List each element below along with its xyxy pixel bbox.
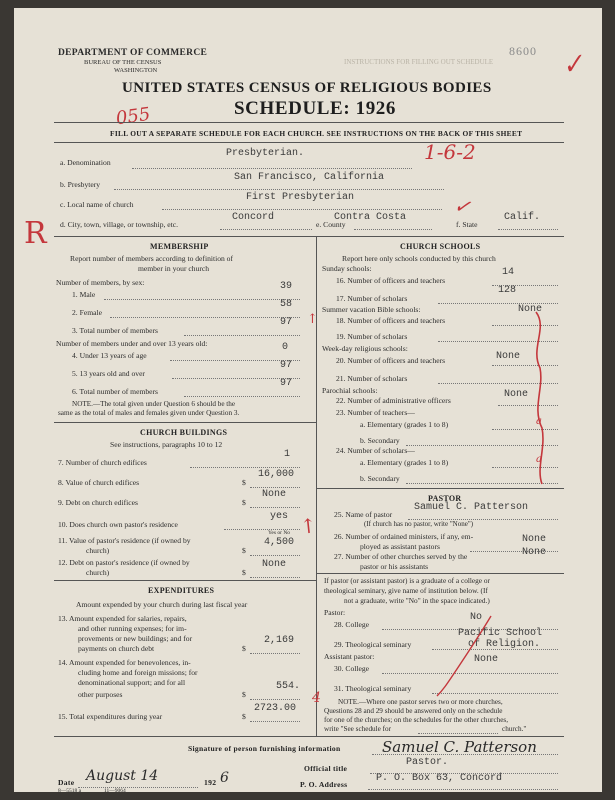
- residence-debt-value: None: [262, 559, 287, 570]
- school24a-label: a. Elementary (grades 1 to 8): [360, 458, 449, 467]
- exp13-line2: and other running expenses; for im-: [78, 624, 187, 633]
- schools-sub: Report here only schools conducted by this church: [342, 254, 496, 263]
- dollar-sign: $: [242, 546, 246, 555]
- buildings-sub: See instructions, paragraphs 10 to 12: [110, 440, 223, 449]
- school23a-label: a. Elementary (grades 1 to 8): [360, 420, 449, 429]
- handwritten-a-2: a: [536, 454, 542, 465]
- sunday-schools-label: Sunday schools:: [322, 264, 372, 273]
- pastor-name-value: Samuel C. Patterson: [414, 502, 529, 513]
- school20-value: None: [496, 351, 521, 362]
- residence-value-label-2: church): [86, 546, 110, 555]
- expenditures-heading: EXPENDITURES: [148, 586, 215, 595]
- dollar-sign: $: [242, 568, 246, 577]
- female-value: 58: [280, 299, 293, 310]
- state-label: f. State: [456, 220, 478, 229]
- city-label: WASHINGTON: [114, 67, 158, 74]
- graduate-note-3: not a graduate, write "No" in the space indicated.): [344, 596, 490, 605]
- official-title-label: Official title: [304, 764, 348, 773]
- school18-label: 18. Number of officers and teachers: [336, 316, 446, 325]
- other-churches-label-2: pastor or his assistants: [360, 562, 429, 571]
- presbytery-value: San Francisco, California: [234, 172, 385, 183]
- school16-label: 16. Number of officers and teachers: [336, 276, 446, 285]
- red-bracket-mark: [514, 308, 554, 488]
- residence-value-label: 11. Value of pastor's residence (if owned by: [58, 536, 191, 545]
- pastor-note-4: write "See schedule for: [324, 725, 391, 733]
- college-value: No: [470, 612, 483, 623]
- form-number: 8—5518 a: [58, 788, 82, 792]
- instruction-line: FILL OUT A SEPARATE SCHEDULE FOR EACH CHURCH. SEE INSTRUCTIONS ON THE BACK OF THIS SHEET: [110, 129, 523, 138]
- exp15-value: 2723.00: [254, 703, 297, 714]
- graduate-note-2: theological seminary, give name of institution below. (If: [324, 586, 488, 595]
- dollar-sign: $: [242, 690, 246, 699]
- owns-residence-value: yes: [270, 511, 289, 522]
- signature-label: Signature of person furnishing information: [188, 744, 341, 753]
- edifice-value-value: 16,000: [258, 469, 295, 480]
- school24b-label: b. Secondary: [360, 474, 400, 483]
- membership-note-1: NOTE.—The total given under Question 6 should be the: [72, 400, 236, 408]
- assistant-ministers-label-2: ployed as assistant pastors: [360, 542, 440, 551]
- owns-residence-label: 10. Does church own pastor's residence: [58, 520, 178, 529]
- seminary-label: 29. Theological seminary: [334, 640, 412, 649]
- dollar-sign: $: [242, 712, 246, 721]
- college-label: 28. College: [334, 620, 370, 629]
- handwritten-a-1: a: [536, 416, 542, 427]
- members-by-sex-label: Number of members, by sex:: [56, 278, 145, 287]
- city-town-label: d. City, town, village, or township, etc.: [60, 220, 179, 229]
- total-members-label: 3. Total number of members: [72, 326, 159, 335]
- year-suffix: 6: [220, 770, 229, 786]
- edifice-debt-value: None: [262, 489, 287, 500]
- exp14-line4: other purposes: [78, 690, 123, 699]
- year-prefix: 192: [204, 778, 217, 787]
- over-13-label: 5. 13 years old and over: [72, 369, 145, 378]
- pastor-name-label: 25. Name of pastor: [334, 510, 393, 519]
- over-13-value: 97: [280, 360, 293, 371]
- handwritten-055: 055: [114, 103, 152, 130]
- membership-sub2: member in your church: [138, 264, 210, 273]
- weekday-schools-label: Week-day religious schools:: [322, 344, 408, 353]
- school18-value: None: [518, 304, 543, 315]
- male-value: 39: [280, 281, 293, 292]
- form-number-2: 11—9064: [104, 788, 126, 792]
- assistant-college-label: 30. College: [334, 664, 370, 673]
- school22-value: None: [504, 389, 529, 400]
- date-value: August 14: [86, 768, 159, 784]
- residence-value-value: 4,500: [264, 537, 295, 548]
- dollar-sign: $: [242, 478, 246, 487]
- exp15-label: 15. Total expenditures during year: [58, 712, 163, 721]
- pastor-note-3: for one of the churches; on the schedules for the other churches,: [324, 716, 509, 724]
- school16-value: 14: [502, 267, 515, 278]
- handwritten-code: 1-6-2: [424, 140, 476, 164]
- membership-note-2: same as the total of males and females given under Question 3.: [58, 409, 240, 417]
- bleed-through-text: INSTRUCTIONS FOR FILLING OUT SCHEDULE: [344, 58, 494, 66]
- exp14-value: 554.: [276, 681, 301, 692]
- total-members-2-label: 6. Total number of members: [72, 387, 159, 396]
- members-age-label: Number of members under and over 13 years old:: [56, 339, 208, 348]
- school24-label: 24. Number of scholars—: [336, 446, 415, 455]
- po-address-value: P. O. Box 63, Concord: [376, 773, 503, 784]
- state-value: Calif.: [504, 212, 541, 223]
- census-schedule-page: INSTRUCTIONS FOR FILLING OUT SCHEDULE DEPARTMENT OF COMMERCE BUREAU OF THE CENSUS WASHINGTON 8600 ✓ UNITED STATES CENSUS OF RELIGIOUS BODIES SCHEDULE: 1926 055 FILL OUT A SEPARATE SCHEDULE FOR EACH CHURCH. SEE INSTRUCTIONS ON THE BACK OF THIS SHEET a. Denomination Presbyterian. 1-6-2 b. Presbytery San Francisco, California c. Local name of church First Presbyterian d. City, town, village, or township, etc. Concord e. County Contra Costa ✓ f. State Calif. R MEMBERSHIP Report number of members according to definition of member in your church Number of members, by sex: 1. Male 39 2. Female 58 3. Total number of members 97 ↑ Number of members under and over 13 years old: 4. Under 13 years of age 0 5. 13 years old and over 97 6. Total number of members 97 NOTE.—The total given under Question 6 should be the same as the total of males and females given under Question 3. CHURCH BUILDINGS See instructions, paragraphs 10 to 12 7. Number of church edifices 1 8. Value of church edifices $ 16,000 9. Debt on church edifices $ None 10. Does church own pastor's residence yes Yes or No 11. Value of pastor's residence (if owned by church) $ 4,500 12. Debt on pastor's residence (if owned by church) $ None EXPENDITURES Amount expended by your church during last fiscal year 13. Amount expended for salaries, repairs, and other running expenses; for im- provements or new buildings; and for payments on church debt $ 2,169 14. Amount expended for benevolences, in- cluding home and foreign missions; for denominational support; and for all other purposes $ 554. 15. Total expenditures during year $ 2723.00 CHURCH SCHOOLS Report here only schools conducted by this church Sunday schools: 16. Number of officers and teachers 14 17. Number of scholars 128 Summer vacation Bible schools: 18. Number of officers and teachers None 19. Number of scholars Week-day religious schools: 20. Number of officers and teachers None 21. Number of scholars Parochial schools: 22. Number of administrative officers None 23. Number of teachers— a. Elementary (grades 1 to 8) a b. Secondary 24. Number of scholars— a. Elementary (grades 1 to 8) a b. Secondary PASTOR 25. Name of pastor Samuel C. Patterson (If church has no pastor, write "None") 26. Number of ordained ministers, if any, em- ployed as assistant pastors None 27. Number of other churches served by the pastor or his assistants None If pastor (or assistant pastor) is a graduate of a college or theological seminary, give name of institution below. (If not a graduate, write "No" in the space indicated.) Pastor: 28. College No 29. Theological seminary Pacific School of Religion. Assistant pastor: 30. College None 31. Theological seminary NOTE.—Where one pastor serves two or more churches, Questions 28 and 29 should be answered only on the schedule for one of the churches; on the schedules for the other churches, write "See schedule for church." ↑ 4 Signature of person furnishing information Samuel C. Patterson Official title Pastor. Date August 14 192 6 P. O. Address P. O. Box 63, Concord 8—5518 a 11—9064: [14, 8, 602, 792]
- exp14-line2: cluding home and foreign missions; for: [78, 668, 198, 677]
- date-label: Date: [58, 778, 75, 787]
- exp13-line3: provements or new buildings; and for: [78, 634, 193, 643]
- edifices-label: 7. Number of church edifices: [58, 458, 147, 467]
- under-13-label: 4. Under 13 years of age: [72, 351, 147, 360]
- local-name-value: First Presbyterian: [246, 192, 355, 203]
- buildings-heading: CHURCH BUILDINGS: [140, 428, 228, 437]
- bureau-label: BUREAU OF THE CENSUS: [84, 59, 162, 66]
- assistant-pastor-sublabel: Assistant pastor:: [324, 652, 375, 661]
- under-13-value: 0: [282, 342, 289, 353]
- total-members-2-value: 97: [280, 378, 293, 389]
- other-churches-label: 27. Number of other churches served by the: [334, 552, 468, 561]
- seminary-value-2: of Religion.: [468, 639, 541, 650]
- pastor-name-hint: (If church has no pastor, write "None"): [364, 520, 474, 528]
- graduate-note-1: If pastor (or assistant pastor) is a graduate of a college or: [324, 576, 490, 585]
- county-label: e. County: [316, 220, 346, 229]
- school21-label: 21. Number of scholars: [336, 374, 408, 383]
- assistant-ministers-value: None: [522, 534, 547, 545]
- county-value: Contra Costa: [334, 212, 407, 223]
- residence-debt-label: 12. Debt on pastor's residence (if owned by: [58, 558, 190, 567]
- exp14-line3: denominational support; and for all: [78, 678, 186, 687]
- expenditures-sub: Amount expended by your church during last fiscal year: [76, 600, 248, 609]
- official-title-value: Pastor.: [406, 757, 449, 768]
- female-label: 2. Female: [72, 308, 102, 317]
- local-name-label: c. Local name of church: [60, 200, 134, 209]
- parochial-schools-label: Parochial schools:: [322, 386, 378, 395]
- exp13-value: 2,169: [264, 635, 295, 646]
- total-members-value: 97: [280, 317, 293, 328]
- edifice-value-label: 8. Value of church edifices: [58, 478, 140, 487]
- denomination-label: a. Denomination: [60, 158, 111, 167]
- stamp-number: 8600: [509, 44, 537, 58]
- edifices-value: 1: [284, 449, 291, 460]
- schedule-title: SCHEDULE: 1926: [234, 98, 397, 119]
- pastor-sublabel: Pastor:: [324, 608, 346, 617]
- exp13-line4: payments on church debt: [78, 644, 155, 653]
- male-label: 1. Male: [72, 290, 96, 299]
- pastor-note-1: NOTE.—Where one pastor serves two or more churches,: [338, 698, 503, 706]
- yes-or-no-hint: Yes or No: [268, 530, 291, 536]
- residence-debt-label-2: church): [86, 568, 110, 577]
- school23-label: 23. Number of teachers—: [336, 408, 415, 417]
- presbytery-label: b. Presbytery: [60, 180, 101, 189]
- school17-value: 128: [498, 285, 517, 296]
- schools-heading: CHURCH SCHOOLS: [400, 242, 481, 251]
- membership-heading: MEMBERSHIP: [150, 242, 209, 251]
- po-address-label: P. O. Address: [300, 780, 348, 789]
- school23b-label: b. Secondary: [360, 436, 400, 445]
- school19-label: 19. Number of scholars: [336, 332, 408, 341]
- assistant-ministers-label: 26. Number of ordained ministers, if any, em-: [334, 532, 474, 541]
- membership-sub1: Report number of members according to definition of: [70, 254, 234, 263]
- pastor-heading: PASTOR: [428, 494, 462, 503]
- handwritten-4: 4: [312, 690, 321, 706]
- signature-value: Samuel C. Patterson: [382, 738, 537, 756]
- dollar-sign: $: [242, 644, 246, 653]
- school17-label: 17. Number of scholars: [336, 294, 408, 303]
- department-label: DEPARTMENT OF COMMERCE: [58, 48, 208, 58]
- seminary-value-1: Pacific School: [458, 628, 543, 639]
- other-churches-value: None: [522, 547, 547, 558]
- red-slash-mark: [419, 614, 529, 698]
- exp13-line1: 13. Amount expended for salaries, repairs,: [58, 614, 187, 623]
- assistant-seminary-label: 31. Theological seminary: [334, 684, 412, 693]
- handwritten-r: R: [24, 216, 47, 251]
- dollar-sign: $: [242, 498, 246, 507]
- vacation-schools-label: Summer vacation Bible schools:: [322, 305, 421, 314]
- pastor-note-2: Questions 28 and 29 should be answered only on the schedule: [324, 707, 503, 715]
- school20-label: 20. Number of officers and teachers: [336, 356, 446, 365]
- form-title: UNITED STATES CENSUS OF RELIGIOUS BODIES: [122, 80, 492, 96]
- exp14-line1: 14. Amount expended for benevolences, in-: [58, 658, 191, 667]
- denomination-value: Presbyterian.: [226, 148, 305, 159]
- pastor-note-5: church.": [502, 725, 527, 733]
- city-town-value: Concord: [232, 212, 275, 223]
- edifice-debt-label: 9. Debt on church edifices: [58, 498, 138, 507]
- school22-label: 22. Number of administrative officers: [336, 396, 451, 405]
- assistant-college-value: None: [474, 654, 499, 665]
